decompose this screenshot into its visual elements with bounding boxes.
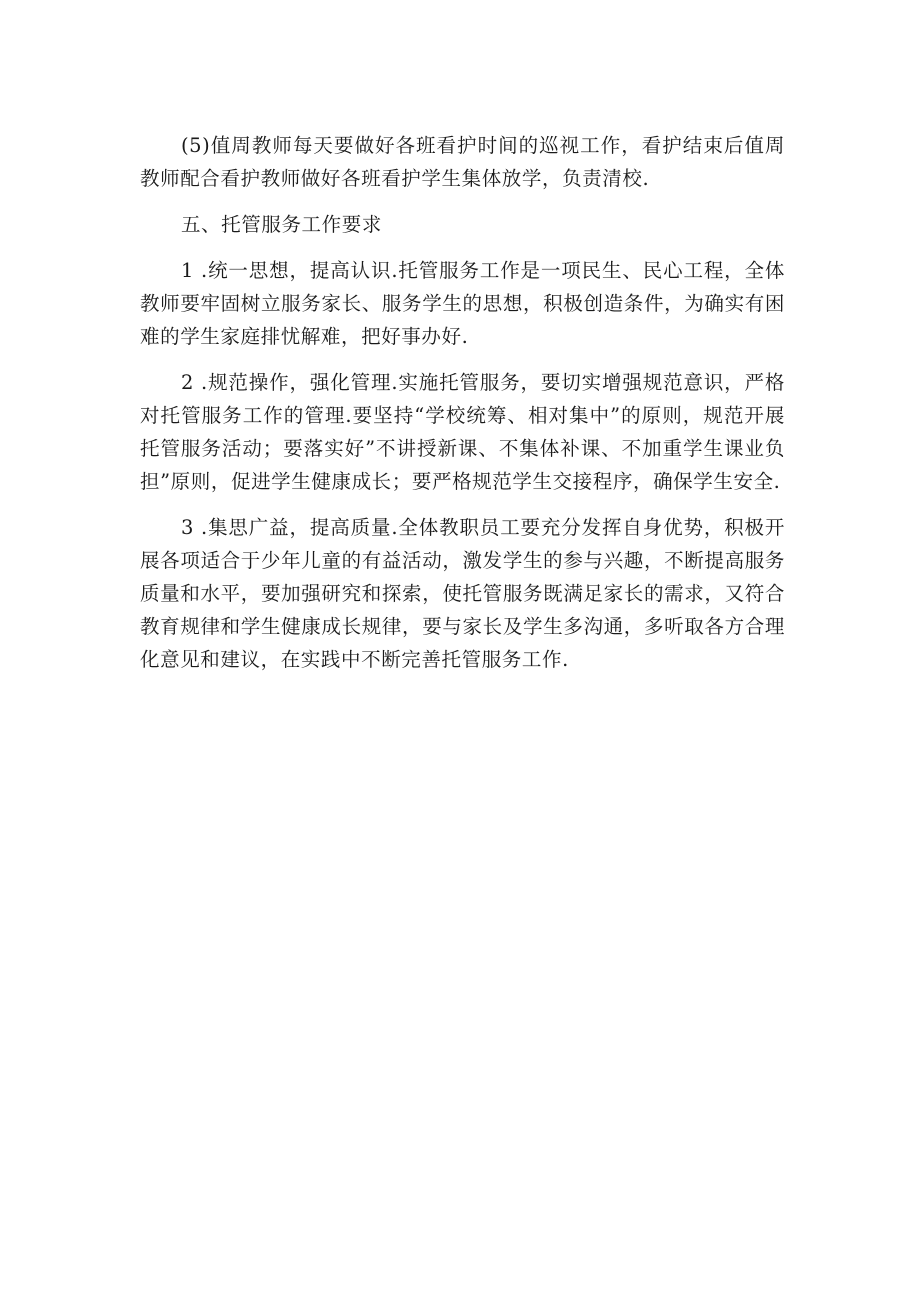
paragraph-requirement-2: 2 .规范操作，强化管理.实施托管服务，要切实增强规范意识，严格对托管服务工作的管理.要坚持“学校统筹、相对集中”的原则，规范开展托管服务活动；要落实好”不讲授新课、不集体补课、不加重学生课业负担”原则，促进学生健康成长；要严格规范学生交接程序，确保学生安全. <box>140 371 785 493</box>
paragraph-requirement-3: 3 .集思广益，提高质量.全体教职员工要充分发挥自身优势，积极开展各项适合于少年儿童的有益活动，激发学生的参与兴趣，不断提高服务质量和水平，要加强研究和探索，使托管服务既满足家长的需求，又符合教育规律和学生健康成长规律，要与家长及学生多沟通，多听取各方合理化意见和建议，在实践中不断完善托管服务工作. <box>140 516 785 671</box>
section-heading: 五、托管服务工作要求 <box>180 213 382 236</box>
paragraph-requirement-1: 1 .统一思想，提高认识.托管服务工作是一项民生、民心工程，全体教师要牢固树立服务家长、服务学生的思想，积极创造条件，为确实有困难的学生家庭排忧解难，把好事办好. <box>140 259 785 348</box>
document-body <box>140 129 785 689</box>
paragraph-item-5: (5)值周教师每天要做好各班看护时间的巡视工作，看护结束后值周教师配合看护教师做好各班看护学生集体放学，负责清校. <box>140 134 785 190</box>
